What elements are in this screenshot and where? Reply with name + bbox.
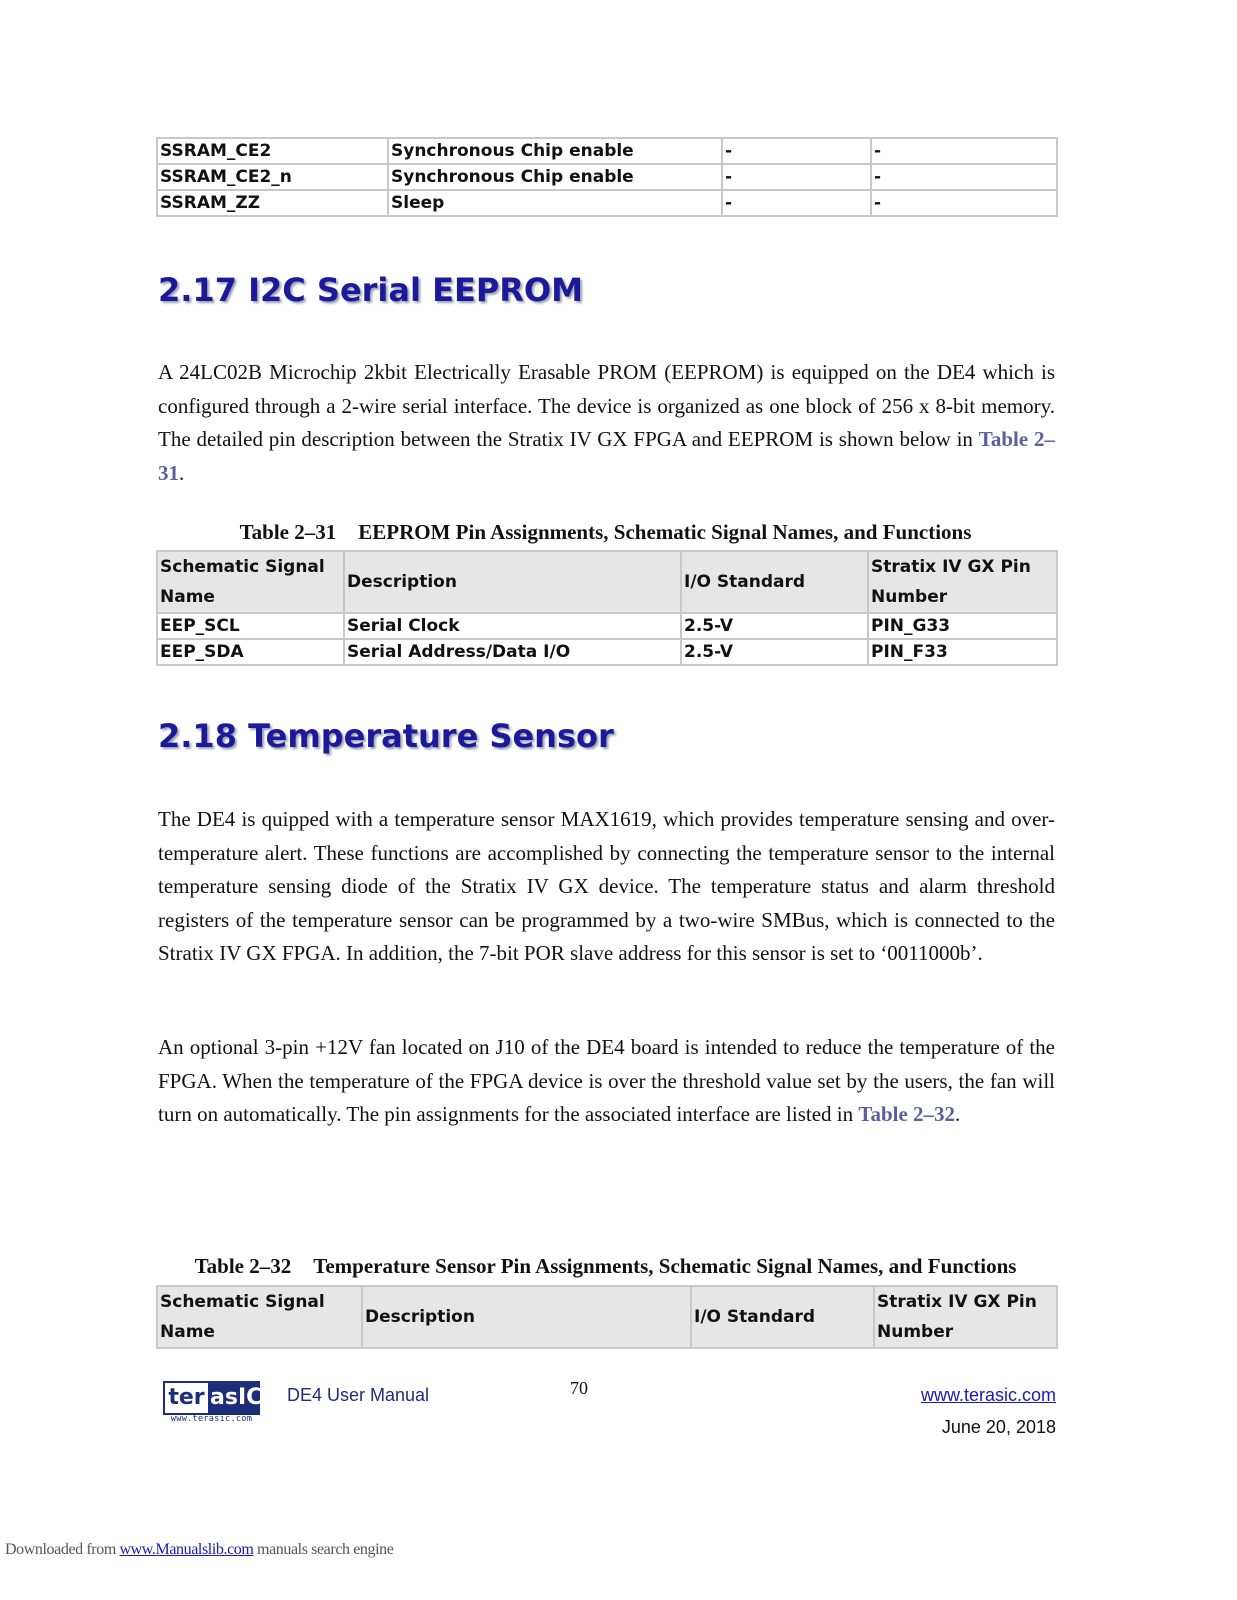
header-pin-number: Stratix IV GX Pin Number <box>874 1286 1057 1348</box>
table-row <box>157 164 1057 190</box>
header-io-standard: I/O Standard <box>681 551 868 613</box>
signal-name: SSRAM_ZZ <box>157 190 388 216</box>
eeprom-pin-table <box>156 550 1058 666</box>
manualslib-link[interactable]: www.Manualslib.com <box>119 1541 254 1558</box>
paragraph-end: . <box>955 1102 961 1126</box>
page-number: 70 <box>570 1378 588 1398</box>
caption-number: Table 2–31 <box>239 520 337 544</box>
table-2-31-caption <box>0 520 1211 545</box>
table-2-32-link[interactable]: Table 2–32 <box>858 1102 956 1126</box>
caption-title: EEPROM Pin Assignments, Schematic Signal Names, and Functions <box>358 520 972 544</box>
io-standard: - <box>722 138 871 164</box>
signal-name: EEP_SCL <box>157 613 344 639</box>
paragraph-text: A 24LC02B Microchip 2kbit Electrically Erasable PROM (EEPROM) is equipped on the DE4 which is configured through a 2-wire serial interface. The device is organized as one block of 256 x 8-bit memory. The detailed pin description between the Stratix IV GX FPGA and EEPROM is shown below in <box>158 360 1055 451</box>
caption-number: Table 2–32 <box>194 1254 292 1278</box>
website-link[interactable]: www.terasic.com <box>920 1385 1056 1405</box>
terasic-logo <box>163 1381 263 1424</box>
logo-right-text: asIC <box>208 1381 260 1415</box>
pin-number: PIN_G33 <box>868 613 1057 639</box>
description: Synchronous Chip enable <box>388 138 722 164</box>
table-2-32-caption <box>0 1254 1211 1279</box>
header-signal-name: Schematic Signal Name <box>157 551 344 613</box>
header-description: Description <box>362 1286 691 1348</box>
table-row <box>157 138 1057 164</box>
logo-left-text: ter <box>163 1381 208 1415</box>
io-standard: 2.5-V <box>681 639 868 665</box>
header-io-standard: I/O Standard <box>691 1286 874 1348</box>
header-pin-number: Stratix IV GX Pin Number <box>868 551 1057 613</box>
pin-number: PIN_F33 <box>868 639 1057 665</box>
table-2-31-link[interactable]: Table 2–31 <box>158 427 1055 485</box>
ssram-table-continuation <box>156 137 1058 217</box>
io-standard: 2.5-V <box>681 613 868 639</box>
watermark-prefix: Downloaded from <box>5 1541 120 1558</box>
description: Serial Address/Data I/O <box>344 639 681 665</box>
table-row <box>157 639 1057 665</box>
paragraph-end: . <box>179 460 185 485</box>
description: Synchronous Chip enable <box>388 164 722 190</box>
footer-date: June 20, 2018 <box>941 1417 1056 1437</box>
signal-name: SSRAM_CE2_n <box>157 164 388 190</box>
logo-url: www.terasic.com <box>170 1414 253 1424</box>
eeprom-paragraph <box>158 356 1055 490</box>
section-title-eeprom: 2.17 I2C Serial EEPROM <box>158 271 583 309</box>
signal-name: SSRAM_CE2 <box>157 138 388 164</box>
table-header-row <box>157 551 1057 613</box>
temperature-pin-table <box>156 1285 1058 1349</box>
pin-number: - <box>871 190 1057 216</box>
download-watermark <box>5 1541 393 1559</box>
table-row <box>157 613 1057 639</box>
io-standard: - <box>722 190 871 216</box>
table-header-row <box>157 1286 1057 1348</box>
temperature-paragraph-2 <box>158 1031 1055 1132</box>
caption-title: Temperature Sensor Pin Assignments, Schematic Signal Names, and Functions <box>313 1254 1017 1278</box>
description: Sleep <box>388 190 722 216</box>
signal-name: EEP_SDA <box>157 639 344 665</box>
section-title-temperature-sensor: 2.18 Temperature Sensor <box>158 717 614 755</box>
io-standard: - <box>722 164 871 190</box>
pin-number: - <box>871 164 1057 190</box>
header-signal-name: Schematic Signal Name <box>157 1286 362 1348</box>
temperature-paragraph-1: The DE4 is quipped with a temperature sensor MAX1619, which provides temperature sensing and over-temperature alert. These functions are accomplished by connecting the temperature sensor to the internal temperature sensing diode of the Stratix IV GX device. The temperature status and alarm threshold registers of the temperature sensor can be programmed by a two-wire SMBus, which is connected to the Stratix IV GX FPGA. In addition, the 7-bit POR slave address for this sensor is set to ‘0011000b’. <box>158 807 1055 965</box>
table-row <box>157 190 1057 216</box>
description: Serial Clock <box>344 613 681 639</box>
manual-title: DE4 User Manual <box>287 1385 430 1405</box>
pin-number: - <box>871 138 1057 164</box>
header-description: Description <box>344 551 681 613</box>
watermark-suffix: manuals search engine <box>253 1541 394 1558</box>
paragraph-text: An optional 3-pin +12V fan located on J10 of the DE4 board is intended to reduce the temperature of the FPGA. When the temperature of the FPGA device is over the threshold value set by the users, the fan will turn on automatically. The pin assignments for the associated interface are listed in <box>158 1035 1055 1126</box>
